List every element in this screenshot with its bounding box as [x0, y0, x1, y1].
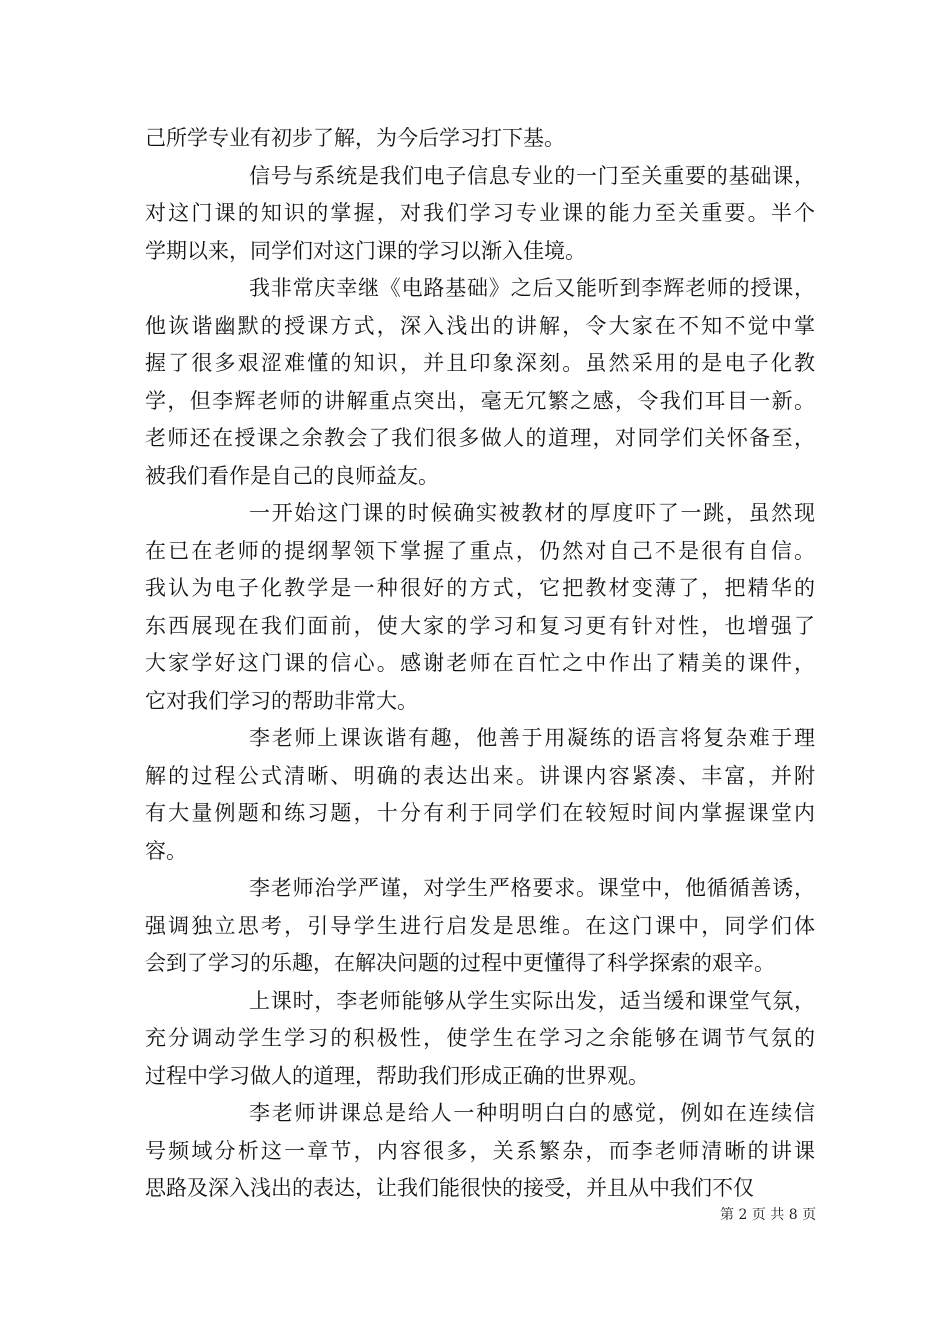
- text-line: 有大量例题和练习题，十分有利于同学们在较短时间内掌握课堂内: [145, 801, 815, 825]
- text-line: 握了很多艰涩难懂的知识，并且印象深刻。虽然采用的是电子化教: [145, 351, 815, 375]
- paragraph: [145, 120, 815, 158]
- text-line: 过程中学习做人的道理，帮助我们形成正确的世界观。: [145, 1063, 649, 1088]
- text-line: 号频域分析这一章节，内容很多，关系繁杂，而李老师清晰的讲课: [145, 1138, 815, 1163]
- document-body: [145, 120, 815, 1208]
- text-line: 李老师上课诙谐有趣，他善于用凝练的语言将复杂难于理: [249, 726, 815, 750]
- text-line: 大家学好这门课的信心。感谢老师在百忙之中作出了精美的课件，: [145, 651, 815, 675]
- paragraph: [145, 495, 815, 720]
- text-line: 我非常庆幸继《电路基础》之后又能听到李辉老师的授课，: [249, 276, 815, 300]
- text-line: 上课时，李老师能够从学生实际出发，适当缓和课堂气氛，: [249, 988, 815, 1013]
- text-line: 解的过程公式清晰、明确的表达出来。讲课内容紧凑、丰富，并附: [145, 763, 815, 788]
- text-line: 容。: [145, 838, 187, 863]
- paragraph: [145, 983, 815, 1096]
- text-line: 思路及深入浅出的表达，让我们能很快的接受，并且从中我们不仅: [145, 1176, 754, 1200]
- text-line: 他诙谐幽默的授课方式，深入浅出的讲解，令大家在不知不觉中掌: [145, 313, 815, 338]
- text-line: 强调独立思考，引导学生进行启发是思维。在这门课中，同学们体: [145, 913, 815, 938]
- text-line: 学期以来，同学们对这门课的学习以渐入佳境。: [145, 238, 586, 263]
- paragraph: [145, 158, 815, 271]
- paragraph: [145, 870, 815, 983]
- text-line: 李老师治学严谨，对学生严格要求。课堂中，他循循善诱，: [249, 876, 815, 900]
- paragraph: [145, 270, 815, 495]
- text-line: 对这门课的知识的掌握，对我们学习专业课的能力至关重要。半个: [145, 201, 815, 225]
- page-number-footer: 第 2 页 共 8 页: [720, 1207, 817, 1223]
- text-line: 在已在老师的提纲挈领下掌握了重点，仍然对自己不是很有自信。: [145, 538, 815, 563]
- text-line: 东西展现在我们面前，使大家的学习和复习更有针对性，也增强了: [145, 613, 815, 638]
- text-line: 它对我们学习的帮助非常大。: [145, 688, 418, 713]
- text-line: 充分调动学生学习的积极性，使学生在学习之余能够在调节气氛的: [145, 1026, 815, 1050]
- text-line: 会到了学习的乐趣，在解决问题的过程中更懂得了科学探索的艰辛。: [145, 951, 775, 975]
- paragraph: [145, 1095, 815, 1208]
- text-line: 学，但李辉老师的讲解重点突出，毫无冗繁之感，令我们耳目一新。: [145, 388, 815, 413]
- text-line: 李老师讲课总是给人一种明明白白的感觉，例如在连续信: [249, 1101, 815, 1125]
- text-line: 被我们看作是自己的良师益友。: [145, 463, 439, 488]
- text-line: 我认为电子化教学是一种很好的方式，它把教材变薄了，把精华的: [145, 576, 815, 600]
- text-line: 老师还在授课之余教会了我们很多做人的道理，对同学们关怀备至，: [145, 426, 815, 450]
- text-line: 己所学专业有初步了解，为今后学习打下基。: [145, 126, 565, 150]
- text-line: 信号与系统是我们电子信息专业的一门至关重要的基础课，: [249, 163, 815, 188]
- text-line: 一开始这门课的时候确实被教材的厚度吓了一跳，虽然现: [249, 501, 815, 525]
- paragraph: [145, 720, 815, 870]
